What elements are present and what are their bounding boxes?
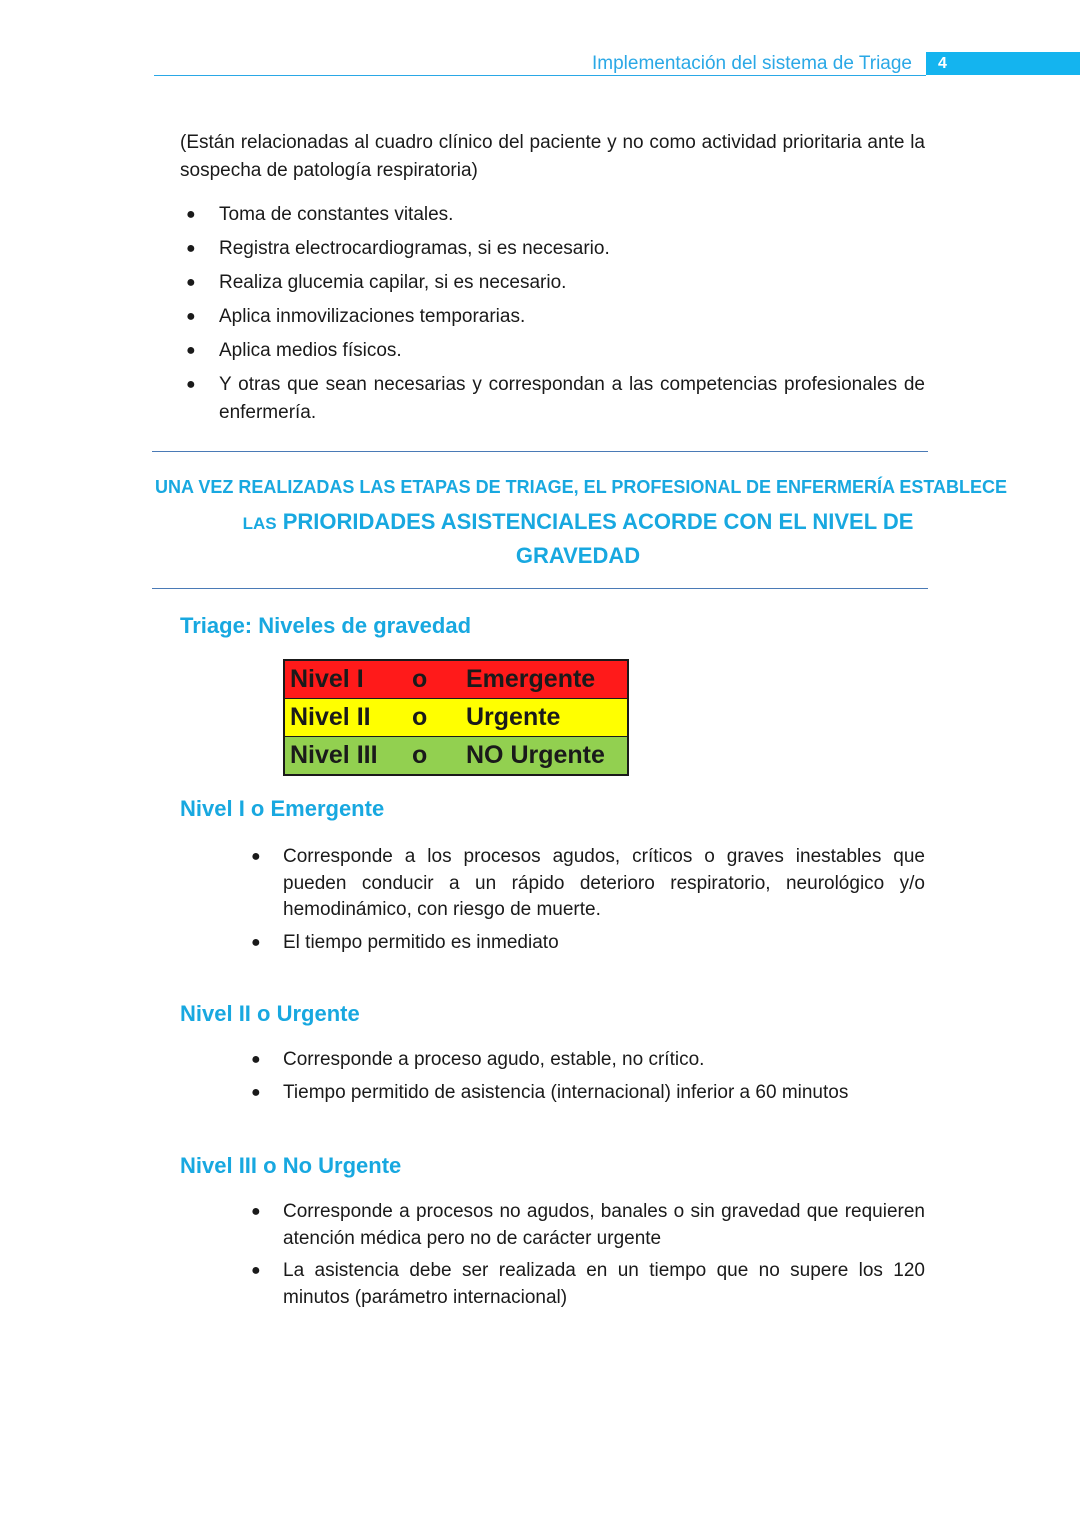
callout-top-rule xyxy=(152,451,928,452)
list-item: ● Registra electrocardiogramas, si es necesario. xyxy=(180,235,925,263)
callout-bottom-rule xyxy=(152,588,928,589)
list-item: ● Aplica inmovilizaciones temporarias. xyxy=(180,303,925,331)
list-item: ● Corresponde a proceso agudo, estable, no crítico. xyxy=(248,1047,925,1074)
page-number-badge xyxy=(926,52,1080,75)
bullet-icon: ● xyxy=(251,848,261,865)
section-bullet-list xyxy=(248,1047,925,1112)
page-number: 4 xyxy=(938,55,947,72)
running-header-title: Implementación del sistema de Triage xyxy=(592,53,912,74)
triage-heading: Triage: Niveles de gravedad xyxy=(180,613,472,638)
list-item: ● Toma de constantes vitales. xyxy=(180,201,925,229)
bullet-icon: ● xyxy=(186,206,196,223)
bullet-icon: ● xyxy=(251,1083,261,1101)
list-item: ● La asistencia debe ser realizada en un tiempo que no supere los 120 minutos (parámetro internacional) xyxy=(251,1260,925,1308)
callout-line-2: LAS PRIORIDADES ASISTENCIALES ACORDE CON EL NIVEL DE GRAVEDAD xyxy=(242,509,914,568)
bullet-icon: ● xyxy=(251,933,261,951)
bullet-icon: ● xyxy=(186,308,196,325)
callout-statement xyxy=(152,474,1008,574)
header-rule xyxy=(154,75,926,76)
bullet-icon: ● xyxy=(251,1203,261,1220)
triage-levels-table xyxy=(283,659,629,776)
table-row: Nivel I o Emergente xyxy=(285,661,627,699)
list-item: ● Y otras que sean necesarias y correspondan a las competencias profesionales de enfermería. xyxy=(180,371,925,427)
intro-paragraph: (Están relacionadas al cuadro clínico del paciente y no como actividad prioritaria ante la sospecha de patología respiratoria) xyxy=(180,132,925,181)
section-bullet-list xyxy=(248,1199,925,1317)
section-heading-nivel-3: Nivel III o No Urgente xyxy=(180,1153,402,1178)
list-item: ● Tiempo permitido de asistencia (internacional) inferior a 60 minutos xyxy=(248,1080,925,1107)
section-bullet-list xyxy=(248,844,925,962)
list-item: ● El tiempo permitido es inmediato xyxy=(248,930,925,957)
section-heading-nivel-1: Nivel I o Emergente xyxy=(180,796,385,821)
list-item: ● Realiza glucemia capilar, si es necesario. xyxy=(180,269,925,297)
intro-bullet-list xyxy=(180,201,925,433)
table-row: Nivel II o Urgente xyxy=(285,699,627,737)
bullet-icon: ● xyxy=(186,376,196,393)
callout-line-1: UNA VEZ REALIZADAS LAS ETAPAS DE TRIAGE, EL PROFESIONAL DE ENFERMERÍA ESTABLECE xyxy=(155,477,1008,497)
table-row: Nivel III o NO Urgente xyxy=(285,737,627,774)
list-item: ● Corresponde a los procesos agudos, críticos o graves inestables que pueden conducir a un rápido deterioro respiratorio, neurológico y/o hemodinámico, con riesgo de muerte. xyxy=(251,846,925,920)
bullet-icon: ● xyxy=(186,342,196,359)
list-item: ● Corresponde a procesos no agudos, banales o sin gravedad que requieren atención médica pero no de carácter urgente xyxy=(251,1201,925,1249)
list-item: ● Aplica medios físicos. xyxy=(180,337,925,365)
bullet-icon: ● xyxy=(251,1051,261,1068)
bullet-icon: ● xyxy=(186,274,196,291)
section-heading-nivel-2: Nivel II o Urgente xyxy=(180,1001,360,1026)
bullet-icon: ● xyxy=(251,1262,261,1279)
bullet-icon: ● xyxy=(186,240,196,257)
